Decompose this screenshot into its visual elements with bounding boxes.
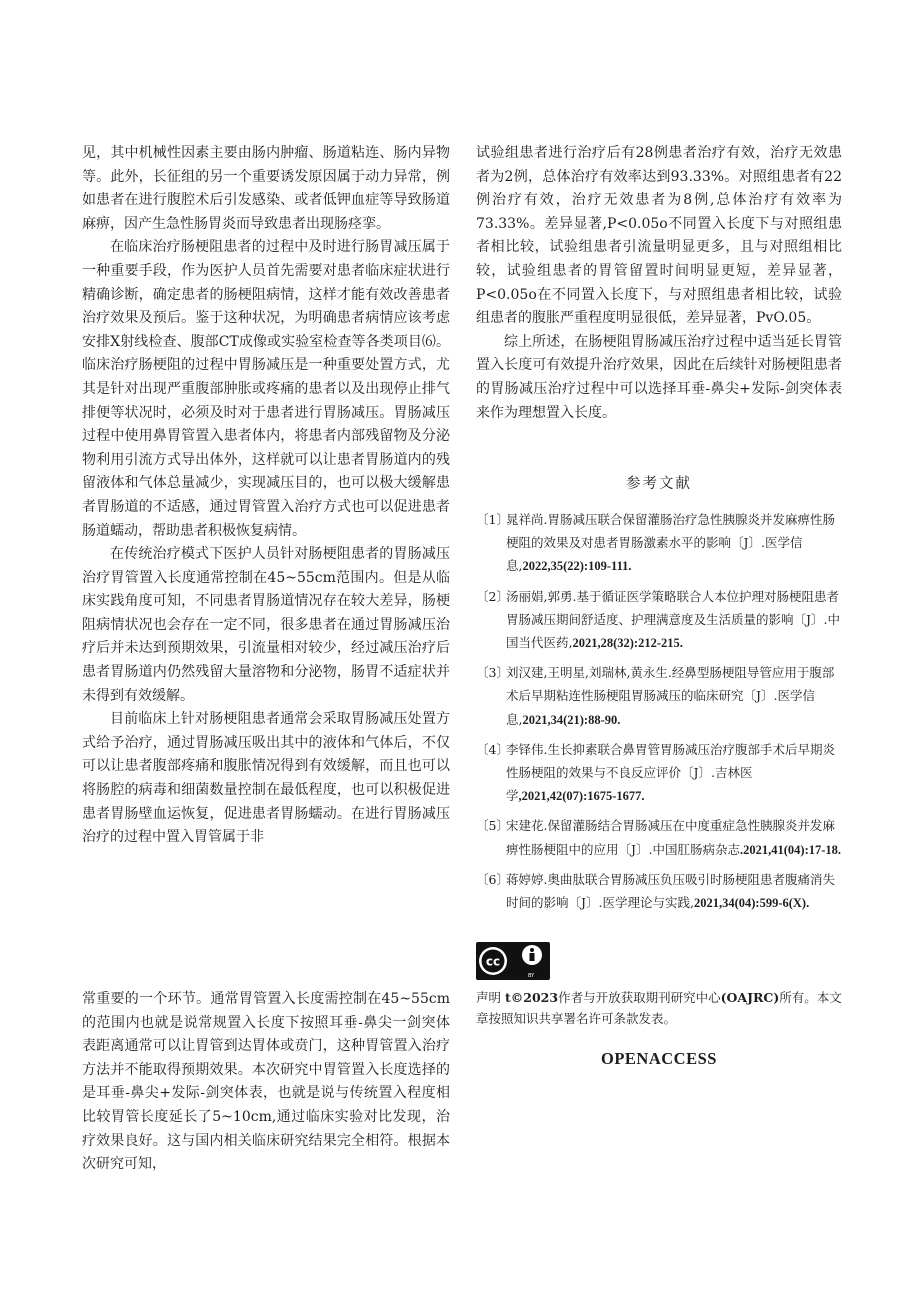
cc-by-license-badge [476, 942, 550, 980]
reference-citation: .2021,41(04):17-18. [740, 842, 842, 857]
license-note: 声明 t©2023作者与开放获取期刊研究中心(OAJRC)所有。本文章按照知识共享署名许可条款发表。 [476, 990, 842, 1026]
reference-text: 李铎伟.生长抑素联合鼻胃管胃肠减压治疗腹部手术后早期炎性肠梗阻的效果与不良反应评价〔J〕.吉林医学 [506, 741, 835, 804]
reference-text: 蒋婷婷.奥曲肽联合胃肠减压负压吸引时肠梗阻患者腹痛消失时间的影响〔J〕.医学理论与实践, [506, 871, 835, 911]
reference-number: 〔6〕 [476, 871, 509, 887]
reference-item [476, 738, 846, 809]
reference-number: 〔4〕 [476, 741, 509, 757]
reference-number: 〔5〕 [476, 818, 509, 834]
reference-citation: 2021,28(32):212-215. [572, 636, 683, 651]
open-access-label: OPENACCESS [601, 1049, 717, 1068]
svg-text:cc: cc [485, 954, 501, 969]
reference-text: 刘汉建,王明星,刘瑞林,黄永生.经鼻型肠梗阻导管应用于腹部术后早期粘连性肠梗阻胃肠减压的临床研究〔J〕.医学信息, [506, 665, 835, 727]
reference-item [476, 508, 846, 579]
paragraph: 在传统治疗模式下医护人员针对肠梗阻患者的胃肠减压治疗胃管置入长度通常控制在45~55cm范围内。但是从临床实践角度可知，不同患者胃肠道情况存在较大差异，肠梗阻病情状况也会存在一定不同，很多患者在通过胃肠减压治疗后并未达到预期效果，引流量相对较少，经过减压治疗后患者胃肠道内仍然残留大量溶物和分泌物，肠胃不适症状并未得到有效缓解。 [82, 546, 450, 704]
paragraph: 目前临床上针对肠梗阻患者通常会采取胃肠减压处置方式给予治疗，通过胃肠减压吸出其中的液体和气体后，不仅可以让患者腹部疼痛和腹胀情况得到有效缓解，而且也可以将肠腔的病毒和细菌数量控制在最低程度，也可以积极促进患者胃肠壁血运恢复，促进患者胃肠蠕动。在进行胃肠减压治疗的过程中置入胃管属于非 [82, 711, 450, 846]
reference-number: 〔1〕 [476, 512, 509, 527]
reference-text: 宋建花.保留灌肠结合胃肠减压在中度重症急性胰腺炎并发麻痹性肠梗阻中的应用〔J〕.中国肛肠病杂志 [506, 818, 835, 857]
reference-item [476, 661, 846, 732]
paragraph: 常重要的一个环节。通常胃管置入长度需控制在45~55cm的范围内也就是说常规置入长度下按照耳垂-鼻尖一剑突体表距离通常可以让胃管到达胃体或贲门，这种胃管置入治疗方法并不能取得预期效果。本次研究中胃管置入长度选择的是耳垂-鼻尖+发际-剑突体表，也就是说与传统置入程度相比较胃管长度延长了5~10cm,通过临床实验对比发现，治疗效果良好。这与国内相关临床研究结果完全相符。根据本次研究可知， [82, 991, 450, 1173]
cc-icon [476, 942, 550, 980]
reference-number: 〔2〕 [476, 588, 509, 604]
reference-item [476, 868, 846, 915]
reference-citation: 2021,34(04):599-6(X). [693, 896, 810, 911]
reference-text: 汤丽娟,郭勇.基于循证医学策略联合人本位护理对肠梗阻患者胃肠减压期间舒适度、护理满意度及生活质量的影响〔J〕.中国当代医药, [506, 588, 840, 651]
reference-item [476, 814, 846, 861]
reference-citation: 2021,34(21):88-90. [522, 712, 621, 727]
left-column-bottom [82, 988, 450, 1177]
references-heading: 参考文献 [626, 476, 692, 492]
reference-text: 晁祥尚.胃肠减压联合保留灌肠治疗急性胰腺炎并发麻痹性肠梗阻的效果及对患者胃肠激素水平的影响〔J〕.医学信息, [506, 512, 835, 574]
reference-number: 〔3〕 [476, 665, 509, 681]
by-label: BY [528, 973, 535, 979]
reference-item [476, 585, 846, 656]
reference-citation: 2022,35(22):109-111. [522, 559, 632, 574]
left-column-top [82, 142, 450, 850]
right-column-top [476, 142, 842, 425]
paragraph: 综上所述，在肠梗阻胃肠减压治疗过程中适当延长胃管置入长度可有效提升治疗效果，因此在后续针对肠梗阻患者的胃肠减压治疗过程中可以选择耳垂-鼻尖+发际-剑突体表来作为理想置入长度。 [476, 333, 842, 421]
paragraph: 在临床治疗肠梗阻患者的过程中及时进行肠胃减压属于一种重要手段，作为医护人员首先需要对患者临床症状进行精确诊断，确定患者的肠梗阻病情，这样才能有效改善患者治疗效果及预后。鉴于这种状况，为明确患者病情应该考虑安排X射线检查、腹部CT成像或实验室检查等各类项目⑹。临床治疗肠梗阻的过程中胃肠减压是一种重要处置方式，尤其是针对出现严重腹部肿胀或疼痛的患者以及出现停止排气排便等状况时，必须及时对于患者进行胃肠减压。胃肠减压过程中使用鼻胃管置入患者体内，将患者内部残留物及分泌物利用引流方式导出体外，这样就可以让患者胃肠道内的残留液体和气体总量减少，实现减压目的，也可以极大缓解患者胃肠道的不适感，通过胃管置入治疗方式也可以促进患者肠道蠕动，帮助患者积极恢复病情。 [82, 239, 450, 539]
reference-citation: ,2021,42(07):1675-1677. [518, 789, 645, 804]
paragraph: 见，其中机械性因素主要由肠内肿瘤、肠道粘连、肠内异物等。此外，长征组的另一个重要诱发原因属于动力异常，例如患者在进行腹腔术后引发感染、或者低钾血症等导致肠道麻痹，因产生急性肠胃炎而导致患者出现肠痉挛。 [82, 145, 450, 232]
paragraph: 试验组患者进行治疗后有28例患者治疗有效，治疗无效患者为2例，总体治疗有效率达到93.33%。对照组患者有22例治疗有效，治疗无效患者为8例,总体治疗有效率为73.33%。差异显著,P<0.05o不同置入长度下与对照组患者相比较，试验组患者引流量明显更多，且与对照组相比较，试验组患者的胃管留置时间明显更短，差异显著，P<0.05o在不同置入长度下，与对照组患者相比较，试验组患者的腹胀严重程度明显很低，差异显著，PvO.05。 [476, 145, 842, 327]
references-list [476, 508, 846, 921]
